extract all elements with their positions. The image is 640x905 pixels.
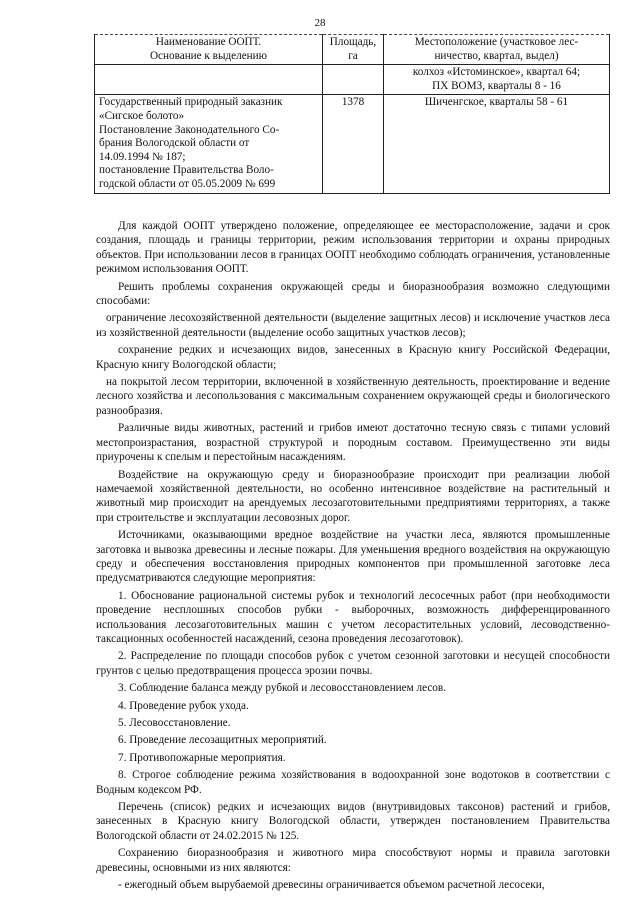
name-line: «Сигское болото» bbox=[99, 109, 185, 122]
paragraph: Решить проблемы сохранения окружающей среды и биоразнообразия возможно следующими способами: bbox=[96, 280, 610, 308]
header-line: ничество, квартал, выдел) bbox=[434, 49, 559, 62]
paragraph: Воздействие на окружающую среду и биоразнообразие происходит при реализации любой намечаемой хозяйственной деятельности, но особенно интенсивное воздействие на растительный и животный мир происходит на арендуемых лесозаготовительными предприятиями территориях, а также при строительстве и эксплуатации лесовозных дорог. bbox=[96, 468, 610, 524]
header-line: Основание к выделению bbox=[149, 49, 268, 62]
paragraph: Источниками, оказывающими вредное воздействие на участки леса, являются промышленные заготовка и вывозка древесины и лесные пожары. Для уменьшения вредного воздействия на окружающую среду и обеспечения восстановления природных компонентов при промышленной заготовке леса предусматриваются следующие мероприятия: bbox=[96, 529, 610, 585]
table-row bbox=[95, 95, 610, 193]
table-cell-name bbox=[95, 65, 323, 95]
name-line: годской области от 05.05.2009 № 699 bbox=[99, 177, 276, 190]
name-line: постановление Правительства Воло- bbox=[99, 164, 274, 177]
oopt-table bbox=[94, 34, 610, 194]
header-line: Площадь, bbox=[329, 36, 377, 48]
table-header-row bbox=[95, 35, 610, 65]
paragraph: 2. Распределение по площади способов рубок с учетом сезонной заготовки и несущей способности грунтов с целью предотвращения процесса эрозии почвы. bbox=[96, 650, 610, 677]
location-line: колхоз «Истоминское», квартал 64; bbox=[412, 66, 581, 79]
paragraph: 3. Соблюдение баланса между рубкой и лесовосстановлением лесов. bbox=[118, 682, 446, 695]
header-location bbox=[384, 35, 610, 65]
header-line: Местоположение (участковое лес- bbox=[414, 36, 579, 48]
header-area bbox=[323, 35, 384, 65]
name-line: Государственный природный заказник bbox=[99, 96, 283, 109]
location-line: ПХ ВОМЗ, кварталы 8 - 16 bbox=[432, 79, 561, 92]
paragraph: Перечень (список) редких и исчезающих видов (внутривидовых таксонов) растений и грибов, занесенных в Красную книгу Вологодской области, утвержден постановлением Правительства Вологодской области от 24.02.2015 № 125. bbox=[96, 801, 610, 842]
paragraph: сохранение редких и исчезающих видов, занесенных в Красную книгу Российской Федерации, Красную книгу Вологодской области; bbox=[96, 344, 610, 371]
table-cell-area: 1378 bbox=[323, 95, 384, 193]
paragraph: 5. Лесовосстановление. bbox=[118, 717, 231, 729]
table-cell-name bbox=[95, 95, 323, 193]
name-line: 14.09.1994 № 187; bbox=[99, 150, 186, 163]
paragraph: 4. Проведение рубок ухода. bbox=[118, 699, 249, 712]
table-cell-location bbox=[384, 65, 610, 95]
header-line: Наименование ООПТ. bbox=[155, 36, 262, 48]
paragraph: Различные виды животных, растений и грибов имеют достаточно тесную связь с типами условий местопроизрастания, возрастной структурой и породным составом. Преимущественно эти виды приурочены к спелым и перестойным насаждениям. bbox=[96, 422, 610, 464]
name-line: Постановление Законодательного Со- bbox=[99, 123, 280, 136]
paragraph: Сохранению биоразнообразия и животного мира способствуют нормы и правила заготовки древесины, основными из них являются: bbox=[96, 847, 610, 874]
header-name bbox=[95, 35, 323, 65]
page-number: 28 bbox=[314, 17, 326, 29]
paragraph: ограничение лесохозяйственной деятельности (выделение защитных лесов) и исключение участков леса из хозяйственной деятельности (выделение особо защитных участков лесов); bbox=[96, 312, 610, 339]
paragraph: - ежегодный объем вырубаемой древесины ограничивается объемом расчетной лесосеки, bbox=[118, 879, 545, 892]
paragraph: 6. Проведение лесозащитных мероприятий. bbox=[118, 734, 327, 747]
name-line: брания Вологодской области от bbox=[99, 137, 250, 150]
paragraph: 8. Строгое соблюдение режима хозяйствования в водоохранной зоне водотоков в соответствии с Водным кодексом РФ. bbox=[96, 769, 610, 796]
paragraph: Для каждой ООПТ утверждено положение, определяющее ее месторасположение, задачи и срок создания, площадь и границы территории, режим использования территории и охраны природных объектов. При использовании лесов в границах ООПТ необходимо соблюдать ограничения, установленные режимом использования ООПТ. bbox=[96, 220, 610, 276]
paragraph: 1. Обоснование рациональной системы рубок и технологий лесосечных работ (при необходимости проведение несплошных способов рубки - выборочных, возможность дифференцированного использования лесозаготовительных машин с учетом лесорастительных условий, лесоводственно-таксационных особенностей насаждений, сезона проведения лесозаготовок). bbox=[96, 589, 610, 645]
table-row bbox=[95, 65, 610, 95]
paragraph: 7. Противопожарные мероприятия. bbox=[118, 751, 286, 764]
body-text bbox=[96, 219, 610, 895]
paragraph: на покрытой лесом территории, включенной в хозяйственную деятельность, проектирование и ведение лесного хозяйства и лесопользования с максимальным сохранением окружающей среды и биологического разнообразия. bbox=[96, 376, 610, 417]
table-cell-location: Шиченгское, кварталы 58 - 61 bbox=[384, 95, 610, 193]
table-cell-area bbox=[323, 65, 384, 95]
header-line: га bbox=[348, 49, 358, 62]
